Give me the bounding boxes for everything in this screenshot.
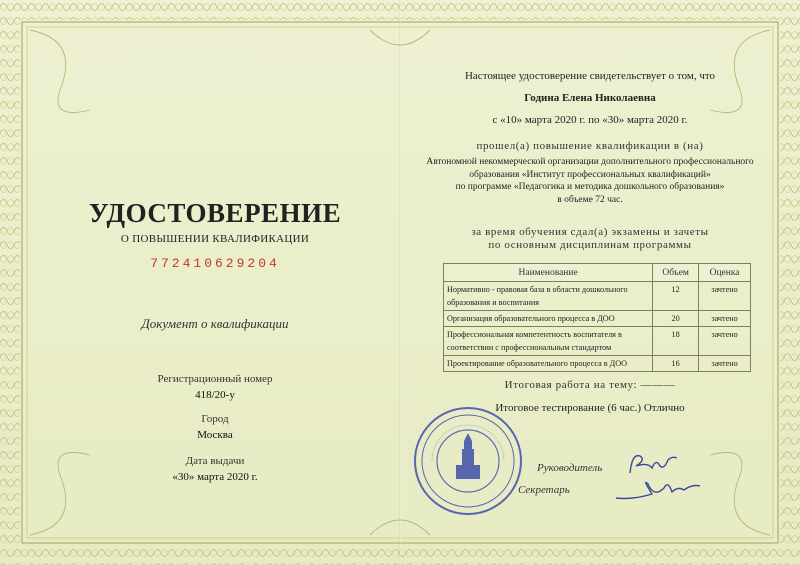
- column-header-hours: Объем: [653, 264, 699, 282]
- study-period: с «10» марта 2020 г. по «30» марта 2020 г.: [492, 114, 688, 126]
- secretary-signature: [612, 474, 702, 506]
- table-row: [444, 311, 751, 327]
- org-line: в объеме 72 час.: [557, 194, 623, 205]
- subject-grade: зачтено: [699, 311, 751, 327]
- certificate-title: УДОСТОВЕРЕНИЕ: [88, 198, 342, 228]
- subjects-table: [443, 263, 751, 372]
- certificate-subtitle: О ПОВЫШЕНИИ КВАЛИФИКАЦИИ: [120, 233, 310, 245]
- final-work-dash: ———: [640, 379, 676, 391]
- registration-label: Регистрационный номер: [157, 373, 273, 385]
- exams-line: по основным дисциплинам программы: [488, 239, 692, 251]
- subject-name: Проектирование образовательного процесса в ДОО: [444, 356, 653, 372]
- table-row: [444, 282, 751, 311]
- subject-grade: зачтено: [699, 356, 751, 372]
- column-header-grade: Оценка: [699, 264, 751, 282]
- subject-hours: 18: [653, 327, 699, 356]
- issue-date-label: Дата выдачи: [185, 455, 245, 467]
- column-header-name: Наименование: [444, 264, 653, 282]
- subject-hours: 16: [653, 356, 699, 372]
- city-value: Москва: [197, 429, 233, 441]
- org-line: Автономной некоммерческой организации дополнительного профессионального: [426, 157, 754, 167]
- head-label: Руководитель: [537, 462, 603, 474]
- passed-text: прошел(а) повышение квалификации в (на): [476, 140, 704, 152]
- subject-name: Профессиональная компетентность воспитателя в соответствии с профессиональным стандартом: [444, 327, 653, 356]
- seal-stamp: [412, 405, 524, 517]
- table-row: [444, 327, 751, 356]
- subject-grade: зачтено: [699, 282, 751, 311]
- final-work-label: Итоговая работа на тему:: [504, 379, 638, 391]
- org-line: по программе «Педагогика и методика дошкольного образования»: [455, 182, 725, 192]
- page-fold: [399, 0, 401, 565]
- subject-name: Организация образовательного процесса в ДОО: [444, 311, 653, 327]
- organization-block: [400, 156, 780, 206]
- certificate-number: 772410629204: [150, 256, 280, 271]
- exams-text: [400, 226, 780, 252]
- city-label: Город: [201, 413, 229, 425]
- table-row: [444, 356, 751, 372]
- subject-name: Нормативно - правовая база в области дошкольного образования и воспитания: [444, 282, 653, 311]
- subject-hours: 12: [653, 282, 699, 311]
- final-work: [400, 379, 780, 391]
- subject-hours: 20: [653, 311, 699, 327]
- document-type: Документ о квалификации: [141, 316, 289, 331]
- issue-date-value: «30» марта 2020 г.: [172, 471, 258, 483]
- person-name: Година Елена Николаевна: [524, 92, 656, 104]
- subject-grade: зачтено: [699, 327, 751, 356]
- secretary-label: Секретарь: [518, 484, 570, 496]
- table-header-row: [444, 264, 751, 282]
- registration-value: 418/20-у: [195, 389, 235, 401]
- intro-text: Настоящее удостоверение свидетельствует о том, что: [464, 70, 716, 82]
- org-line: образования «Институт профессиональных квалификаций»: [469, 169, 711, 180]
- exams-line: за время обучения сдал(а) экзамены и зачеты: [471, 226, 709, 238]
- final-result: Итоговое тестирование (6 час.) Отлично: [495, 402, 685, 414]
